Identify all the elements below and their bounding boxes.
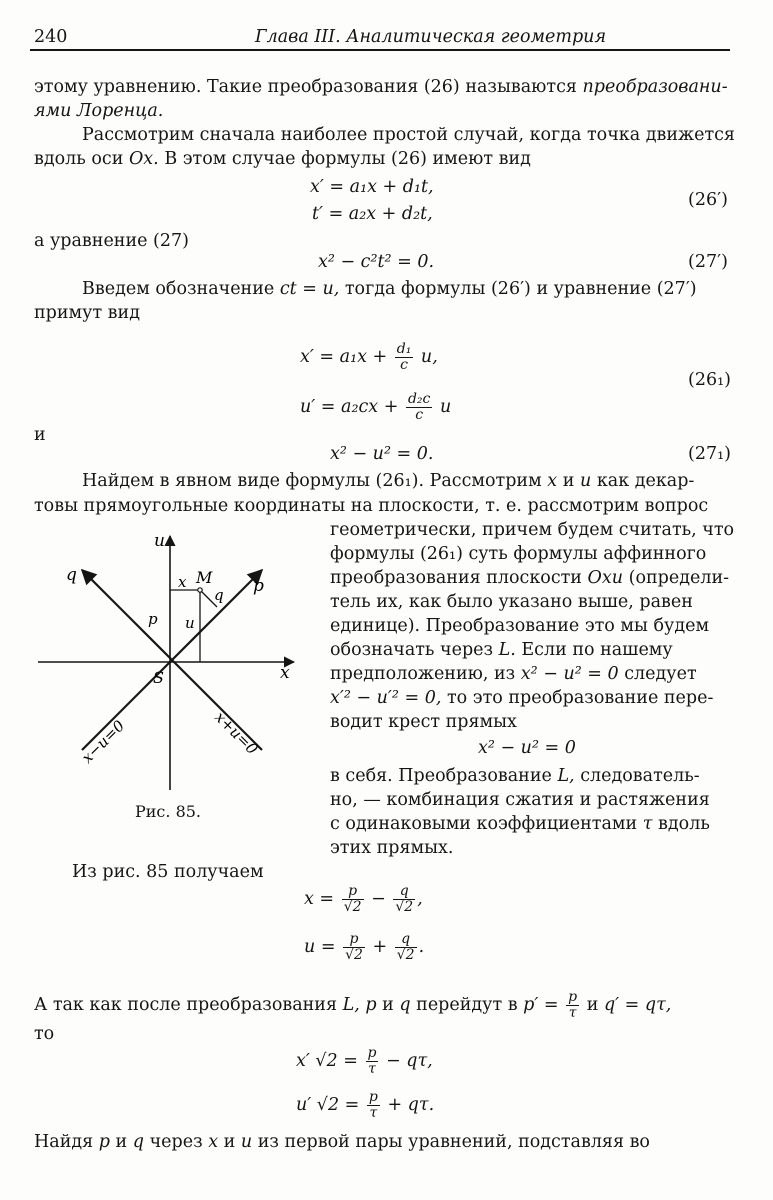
text-line: Из рис. 85 получаем [72, 862, 264, 882]
text-line: но, — комбинация сжатия и растяжения [330, 790, 710, 810]
equation-x-from-pq: x = $\frac{p}{√2}$ − $\frac{q}{√2}$ , [304, 883, 423, 915]
text-line: товы прямоугольные координаты на плоскости, т. е. рассмотрим вопрос [34, 496, 709, 516]
header-rule [30, 49, 730, 51]
equation-u-prime: u′ √2 = $\frac{p}{\tau}$ + qτ. [296, 1089, 435, 1121]
chapter-title: Глава III. Аналитическая геометрия [255, 27, 607, 47]
equation-label: (27′) [688, 252, 728, 272]
text-line: а уравнение (27) [34, 231, 189, 251]
text-line: обозначать через L. Если по нашему [330, 640, 673, 660]
text-line: x′² − u′² = 0, то это преобразование пере- [330, 688, 714, 708]
text-line: вдоль оси Ox. В этом случае формулы (26) имеют вид [34, 149, 531, 169]
figure-caption: Рис. 85. [135, 802, 202, 821]
x-axis-label: x [280, 663, 290, 683]
p-axis-label: p [253, 576, 264, 596]
text-line: формулы (26₁) суть формулы аффинного [330, 544, 707, 564]
text-line: этих прямых. [330, 838, 454, 858]
u-axis-label: u [154, 531, 165, 551]
text-line: Найдя p и q через x и u из первой пары уравнений, подставляя во [34, 1132, 650, 1152]
origin-label: S [153, 668, 164, 687]
text-line: с одинаковыми коэффициентами τ вдоль [330, 814, 710, 834]
equation-261-line1: x′ = a₁x + $\frac{\text{d₁}}{c}$ u, [300, 341, 438, 373]
equation-cross: x² − u² = 0 [478, 738, 576, 758]
text-line: Рассмотрим сначала наиболее простой случай, когда точка движется [82, 125, 735, 145]
equation-261-line2: u′ = a₂cx + $\frac{\text{d₂c}}{c}$ u [300, 391, 452, 423]
text-line: то [34, 1024, 55, 1044]
text-line: в себя. Преобразование L, следователь- [330, 766, 700, 786]
line-minus-label: x−u=0 [78, 716, 129, 767]
text-line: ями Лоренца. [34, 101, 164, 121]
equation-label: (26′) [688, 190, 728, 210]
page-number: 240 [34, 27, 68, 47]
text-line: Введем обозначение ct = u, тогда формулы (26′) и уравнение (27′) [82, 279, 697, 299]
p-segment-label: p [148, 610, 158, 628]
text-line: А так как после преобразования L, p и q перейдут в p′ = $\frac{p}{\tau}$ и q′ = qτ, [34, 989, 672, 1021]
equation-x-prime: x′ √2 = $\frac{p}{\tau}$ − qτ, [296, 1045, 433, 1077]
text-line: Найдем в явном виде формулы (26₁). Рассмотрим x и u как декар- [82, 471, 695, 491]
point-m [198, 588, 202, 592]
text-line: этому уравнению. Такие преобразования (26) называются преобразовани- [34, 77, 728, 97]
text-line: единице). Преобразование это мы будем [330, 616, 710, 636]
text-line: примут вид [34, 303, 140, 323]
text-line: водит крест прямых [330, 712, 517, 732]
point-m-label: M [196, 568, 213, 587]
text-line: и [34, 425, 46, 445]
equation-label: (26₁) [688, 370, 731, 390]
text-line: предположению, из x² − u² = 0 следует [330, 664, 697, 684]
text-line: преобразования плоскости Oxu (определи- [330, 568, 730, 588]
equation-label: (27₁) [688, 444, 731, 464]
x-segment-label: x [178, 573, 187, 591]
equation-271: x² − u² = 0. [330, 444, 434, 464]
text-line: тель их, как было указано выше, равен [330, 592, 693, 612]
q-axis-label: q [66, 565, 77, 585]
equation-27p: x² − c²t² = 0. [318, 252, 435, 272]
text-line: геометрически, причем будем считать, что [330, 520, 735, 540]
equation-26p-line2: t′ = a₂x + d₂t, [312, 204, 433, 224]
u-segment-label: u [185, 614, 195, 632]
equation-u-from-pq: u = $\frac{p}{√2}$ + $\frac{q}{√2}$ . [304, 931, 425, 963]
q-segment-label: q [214, 586, 224, 604]
equation-26p-line1: x′ = a₁x + d₁t, [310, 177, 434, 197]
figure-85 [36, 528, 306, 798]
line-plus-label: x+u=0 [211, 708, 262, 759]
